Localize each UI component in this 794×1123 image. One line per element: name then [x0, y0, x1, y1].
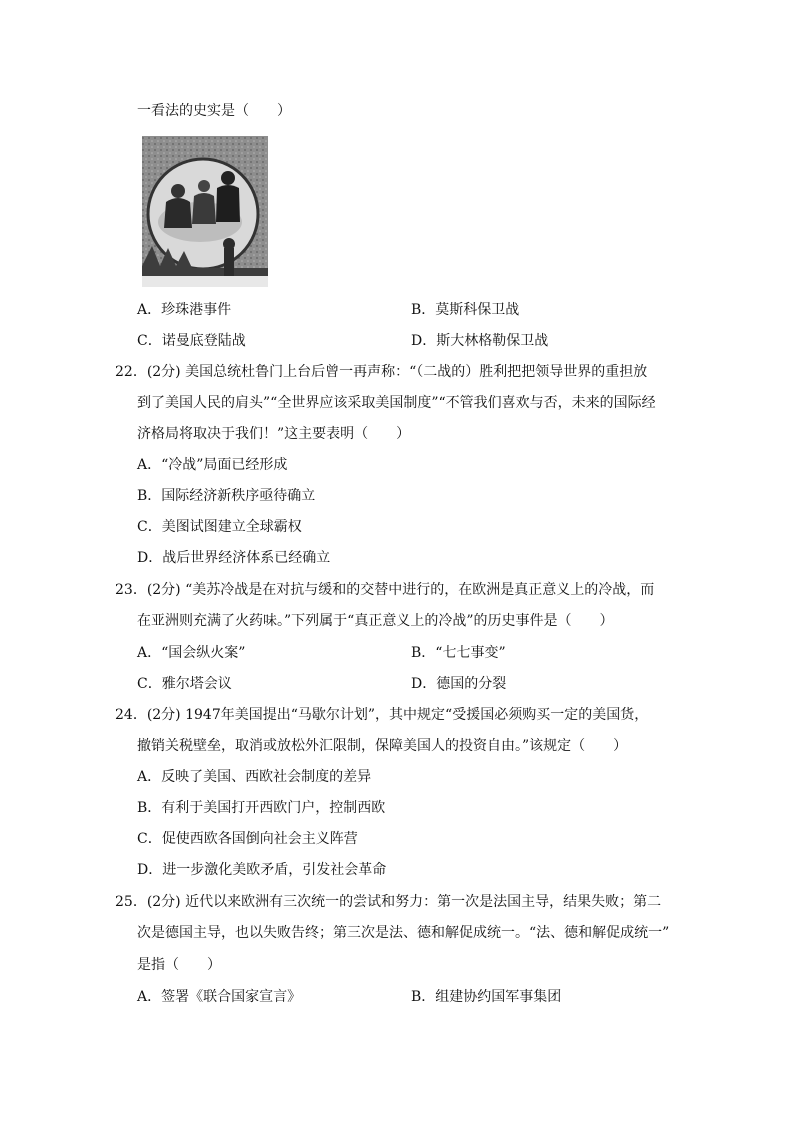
q21-option-c: C．诺曼底登陆战 [137, 333, 246, 349]
q24-stem-line-1: 24．(2分) 1947年美国提出“马歇尔计划”，其中规定“受援国必须购买一定的美国货， [115, 707, 649, 723]
question-21-stem-tail: 一看法的史实是（ ） [137, 103, 291, 119]
q24-option-b: B．有利于美国打开西欧门户，控制西欧 [137, 800, 386, 816]
q22-option-b: B．国际经济新秩序亟待确立 [137, 488, 316, 504]
q22-stem-line-2: 到了美国人民的肩头”“全世界应该采取美国制度”“不管我们喜欢与否，未来的国际经 [137, 395, 656, 411]
q22-option-a: A．“冷战”局面已经形成 [137, 457, 288, 473]
q21-option-b: B．莫斯科保卫战 [411, 302, 520, 318]
q25-option-a: A．签署《联合国家宣言》 [137, 989, 302, 1005]
q23-option-d: D．德国的分裂 [411, 676, 507, 692]
q24-option-c: C．促使西欧各国倒向社会主义阵营 [137, 831, 358, 847]
q22-option-c: C．美图试图建立全球霸权 [137, 519, 302, 535]
historical-photo [142, 136, 268, 287]
q25-stem-line-3: 是指（ ） [137, 957, 221, 973]
q23-stem-line-1: 23．(2分) “美苏冷战是在对抗与缓和的交替中进行的，在欧洲是真正意义上的冷战，而 [115, 582, 655, 598]
q25-option-b: B．组建协约国军事集团 [411, 989, 562, 1005]
q21-option-d: D．斯大林格勒保卫战 [411, 333, 549, 349]
q25-stem-line-1: 25．(2分) 近代以来欧洲有三次统一的尝试和努力：第一次是法国主导，结果失败；第二 [115, 894, 662, 910]
q23-option-a: A．“国会纵火案” [137, 645, 246, 661]
q22-stem-line-1: 22．(2分) 美国总统杜鲁门上台后曾一再声称：“（二战的）胜利把把领导世界的重担放 [115, 364, 648, 380]
q25-stem-line-2: 次是德国主导，也以失败告终；第三次是法、德和解促成统一。“法、德和解促成统一” [137, 925, 670, 941]
q24-stem-line-2: 撤销关税壁垒，取消或放松外汇限制，保障美国人的投资自由。”该规定（ ） [137, 738, 628, 754]
q24-option-a: A．反映了美国、西欧社会制度的差异 [137, 769, 372, 785]
q24-option-d: D．进一步激化美欧矛盾，引发社会革命 [137, 862, 387, 878]
q23-option-c: C．雅尔塔会议 [137, 676, 232, 692]
q21-option-a: A．珍珠港事件 [137, 302, 232, 318]
q22-option-d: D．战后世界经济体系已经确立 [137, 550, 331, 566]
q23-option-b: B．“七七事变” [411, 645, 506, 661]
q22-stem-line-3: 济格局将取决于我们！”这主要表明（ ） [137, 426, 411, 442]
q23-stem-line-2: 在亚洲则充满了火药味。”下列属于“真正意义上的冷战”的历史事件是（ ） [137, 613, 614, 629]
